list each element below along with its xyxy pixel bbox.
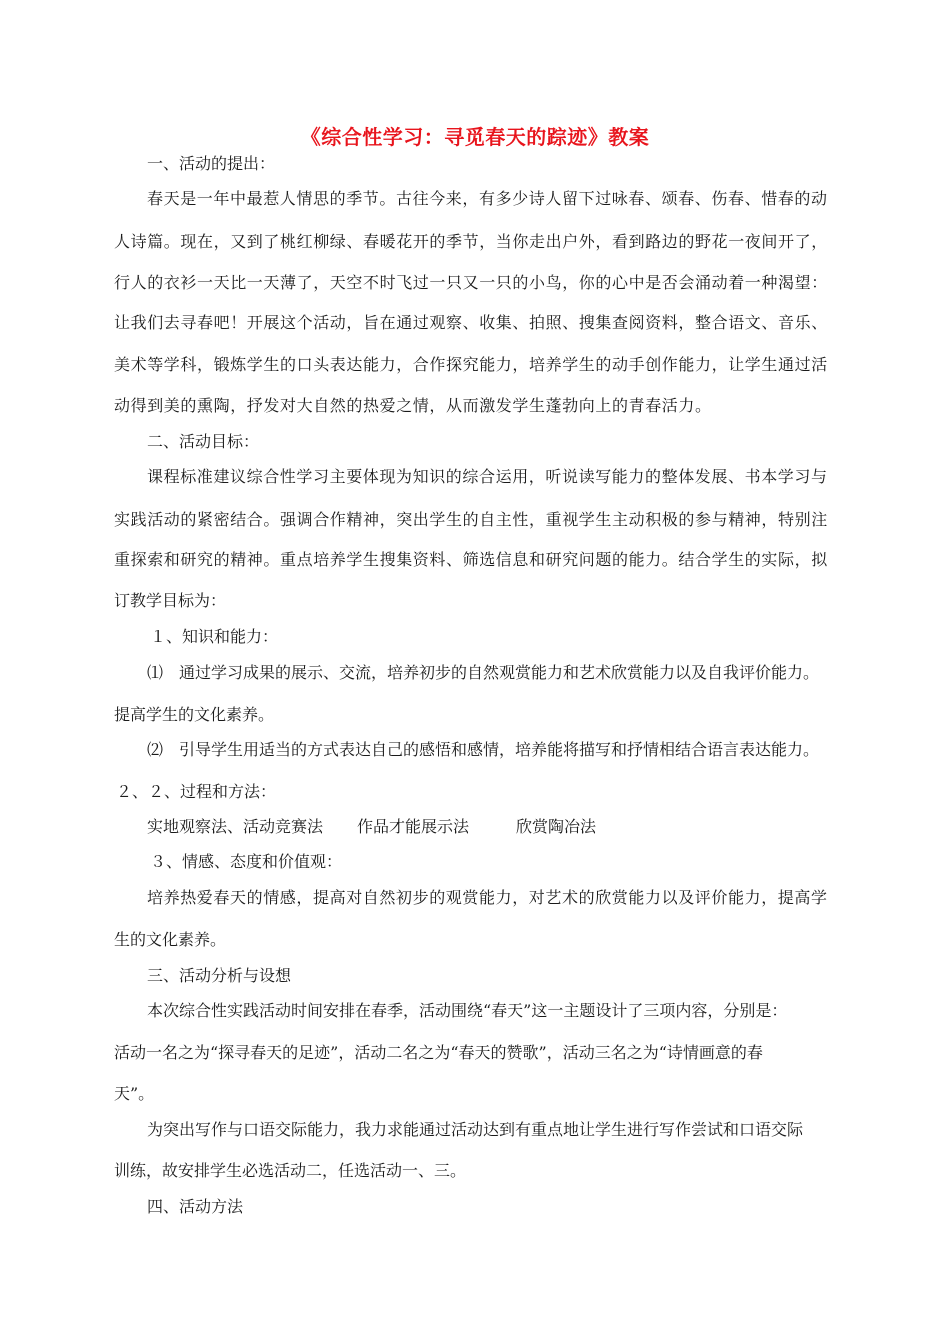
method-item: 实地观察法、活动竞赛法: [147, 817, 324, 836]
paragraph-line: 动得到美的熏陶，抒发对大自然的热爱之情，从而激发学生蓬勃向上的青春活力。: [114, 396, 712, 415]
paragraph-line: 重探索和研究的精神。重点培养学生搜集资料、筛选信息和研究问题的能力。结合学生的实际，拟: [114, 550, 828, 569]
paragraph-line: 训练，故安排学生必选活动二，任选活动一、三。: [114, 1161, 467, 1180]
method-item: 欣赏陶冶法: [516, 817, 597, 836]
paragraph-line: 让我们去寻春吧！开展这个活动，旨在通过观察、收集、拍照、搜集查阅资料，整合语文、音乐、: [114, 313, 828, 332]
document-title: 《综合性学习：寻觅春天的踪迹》教案: [300, 125, 650, 149]
subheading-knowledge: １、知识和能力：: [150, 627, 279, 646]
subheading-process: ２、２、过程和方法：: [116, 782, 277, 801]
paragraph-line: 人诗篇。现在，又到了桃红柳绿、春暖花开的季节，当你走出户外，看到路边的野花一夜间开了，: [114, 232, 828, 251]
paragraph-line: 本次综合性实践活动时间安排在春季，活动围绕“春天”这一主题设计了三项内容，分别是：: [147, 1001, 788, 1020]
paragraph-line: 培养热爱春天的情感，提高对自然初步的观赏能力，对艺术的欣赏能力以及评价能力，提高学: [147, 888, 828, 907]
paragraph-line: 订教学目标为：: [114, 591, 227, 610]
method-item: 作品才能展示法: [357, 817, 470, 836]
paragraph-line: 美术等学科，锻炼学生的口头表达能力，合作探究能力，培养学生的动手创作能力，让学生通过活: [114, 355, 828, 374]
paragraph-line: 实践活动的紧密结合。强调合作精神，突出学生的自主性，重视学生主动积极的参与精神，特别注: [114, 510, 828, 529]
paragraph-line: 天”。: [114, 1084, 155, 1103]
paragraph-line: 活动一名之为“探寻春天的足迹”，活动二名之为“春天的赞歌”，活动三名之为“诗情画意的春: [114, 1043, 763, 1062]
paragraph-line: 为突出写作与口语交际能力，我力求能通过活动达到有重点地让学生进行写作尝试和口语交际: [147, 1120, 804, 1139]
section-heading-4: 四、活动方法: [147, 1197, 244, 1216]
subheading-emotion: ３、情感、态度和价值观：: [150, 852, 343, 871]
paragraph-line: 春天是一年中最惹人情思的季节。古往今来，有多少诗人留下过咏春、颂春、伤春、惜春的动: [147, 189, 828, 208]
paragraph-line: 生的文化素养。: [114, 930, 227, 949]
paragraph-line: 行人的衣衫一天比一天薄了，天空不时飞过一只又一只的小鸟，你的心中是否会涌动着一种渴望：: [114, 273, 828, 292]
section-heading-2: 二、活动目标：: [147, 432, 260, 451]
list-item: ⑵ 引导学生用适当的方式表达自己的感悟和感情，培养能将描写和抒情相结合语言表达能力。: [147, 740, 820, 759]
paragraph-line: 提高学生的文化素养。: [114, 705, 275, 724]
paragraph-line: 课程标准建议综合性学习主要体现为知识的综合运用，听说读写能力的整体发展、书本学习与: [147, 467, 828, 486]
section-heading-3: 三、活动分析与设想: [147, 966, 292, 985]
section-heading-1: 一、活动的提出：: [147, 154, 276, 173]
list-item: ⑴ 通过学习成果的展示、交流，培养初步的自然观赏能力和艺术欣赏能力以及自我评价能力。: [147, 663, 820, 682]
